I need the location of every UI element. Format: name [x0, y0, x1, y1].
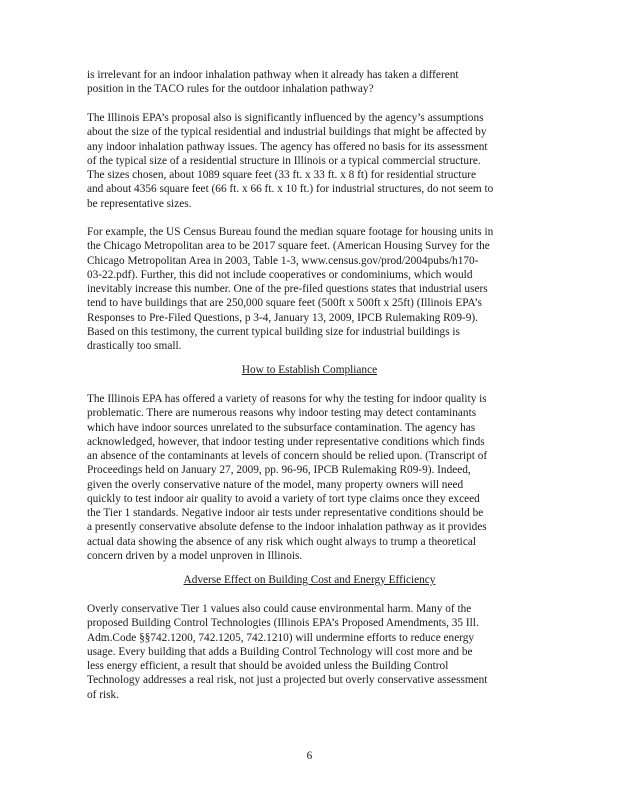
text-line: Overly conservative Tier 1 values also could cause environmental harm. Many of the: [87, 603, 472, 615]
text-line: actual data showing the absence of any risk which ought always to trump a theoretical: [87, 535, 476, 548]
text-line: quickly to test indoor air quality to avoid a variety of tort type claims once they exceed: [87, 492, 480, 505]
text-line: 03-22.pdf). Further, this did not include cooperatives or condominiums, which would: [87, 268, 473, 281]
text-line: tend to have buildings that are 250,000 square feet (500ft x 500ft x 25ft) (Illinois EPA’s: [87, 297, 482, 310]
text-line: about the size of the typical residential and industrial buildings that might be affected by: [87, 126, 487, 139]
text-line: which have indoor sources unrelated to the subsurface contamination. The agency has: [87, 421, 476, 434]
paragraph-indoor-testing: [87, 392, 531, 563]
text-line: drastically too small.: [87, 340, 182, 352]
text-line: acknowledged, however, that indoor testing under representative conditions which finds: [87, 435, 485, 448]
text-line: is irrelevant for an indoor inhalation pathway when it already has taken a different: [87, 69, 459, 81]
text-line: be representative sizes.: [87, 197, 192, 210]
text-line: Adm.Code §§742.1200, 742.1205, 742.1210) will undermine efforts to reduce energy: [87, 631, 475, 644]
text-line: inevitably increase this number. One of the pre-filed questions states that industrial users: [87, 283, 488, 295]
text-line: concern driven by a model unproven in Illinois.: [87, 549, 303, 562]
section-heading-adverse-effect: Adverse Effect on Building Cost and Energy Efficiency: [183, 574, 436, 586]
text-line: The Illinois EPA’s proposal also is significantly influenced by the agency’s assumptions: [87, 112, 484, 124]
paragraph-taco-question: [87, 68, 531, 97]
text-line: Based on this testimony, the current typical building size for industrial buildings is: [87, 325, 460, 338]
paragraph-census-example: [87, 225, 531, 353]
text-line: less energy efficient, a result that should be avoided unless the Building Control: [87, 660, 449, 672]
text-line: any indoor inhalation pathway issues. The agency has offered no basis for its assessment: [87, 140, 488, 153]
text-line: a presently conservative absolute defense to the indoor inhalation pathway as it provides: [87, 521, 487, 534]
text-line: proposed Building Control Technologies (Illinois EPA’s Proposed Amendments, 35 Ill.: [87, 617, 479, 630]
text-line: usage. Every building that adds a Building Control Technology will cost more and be: [87, 645, 473, 658]
text-line: Responses to Pre-Filed Questions, p 3-4, January 13, 2009, IPCB Rulemaking R09-9).: [87, 311, 478, 324]
text-line: given the overly conservative nature of the model, many property owners will need: [87, 478, 464, 491]
text-line: problematic. There are numerous reasons why indoor testing may detect contaminants: [87, 407, 477, 420]
text-line: Chicago Metropolitan Area in 2003, Table 1-3, www.census.gov/prod/2004pubs/h170-: [87, 254, 479, 267]
paragraph-energy-efficiency: [87, 602, 531, 702]
text-line: Proceedings held on January 27, 2009, pp. 96-96, IPCB Rulemaking R09-9). Indeed,: [87, 464, 471, 477]
text-line: of risk.: [87, 688, 120, 701]
text-line: Technology addresses a real risk, not just a projected but overly conservative assessment: [87, 674, 488, 687]
text-line: and about 4356 square feet (66 ft. x 66 ft. x 10 ft.) for industrial structures, do not seem to: [87, 183, 494, 196]
section-heading-compliance: How to Establish Compliance: [241, 364, 378, 376]
text-line: the Chicago Metropolitan area to be 2017 square feet. (American Housing Survey for the: [87, 240, 490, 253]
paragraph-building-size-assumptions: [87, 111, 531, 211]
text-line: the Tier 1 standards. Negative indoor air tests under representative conditions should be: [87, 507, 484, 519]
text-line: The sizes chosen, about 1089 square feet (33 ft. x 33 ft. x 8 ft) for residential structure: [87, 169, 476, 181]
text-line: position in the TACO rules for the outdoor inhalation pathway?: [87, 83, 374, 96]
text-line: The Illinois EPA has offered a variety of reasons for why the testing for indoor quality is: [87, 393, 487, 405]
page-number: 6: [306, 750, 313, 762]
text-line: an absence of the contaminants at levels of concern should be relied upon. (Transcript of: [87, 450, 488, 462]
text-line: For example, the US Census Bureau found the median square footage for housing units in: [87, 226, 494, 238]
text-line: of the typical size of a residential structure in Illinois or a typical commercial structure.: [87, 154, 481, 167]
